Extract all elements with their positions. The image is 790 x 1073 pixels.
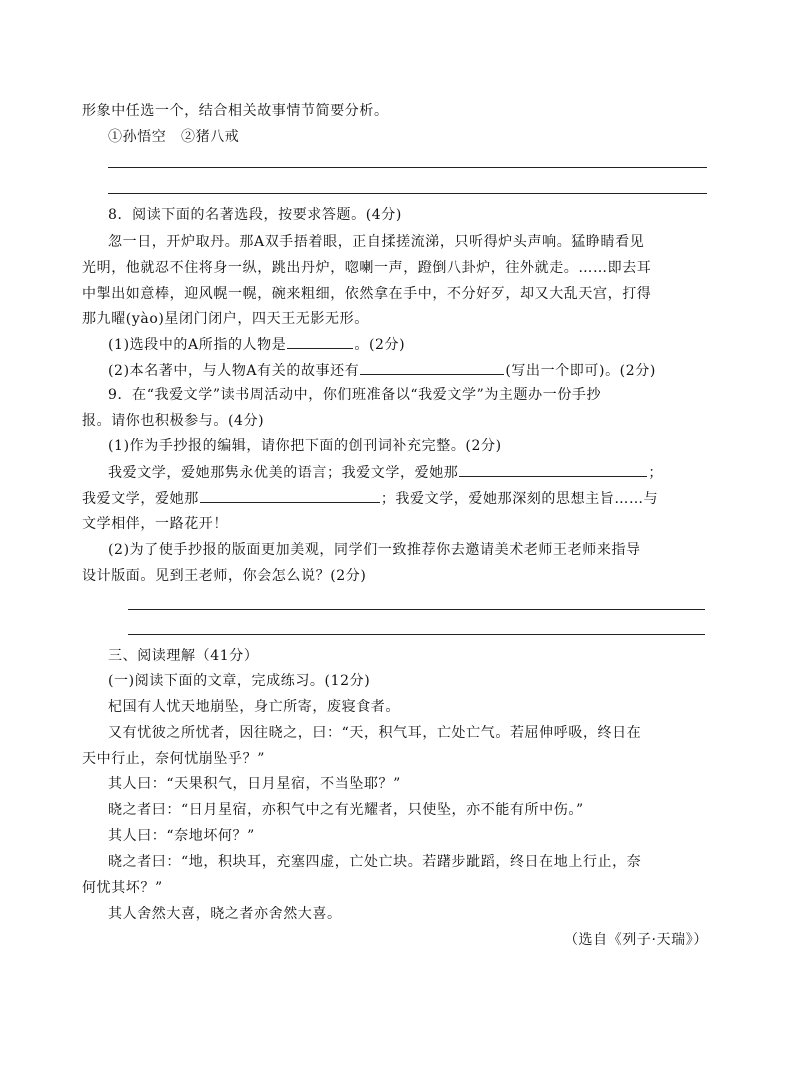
q8-sub1-score: 。(2分) [354, 337, 406, 353]
q8-passage-line: 中掣出如意棒，迎风幌一幌，碗来粗细，依然拿在手中，不分好歹，却又大乱天宫，打得 [82, 286, 652, 302]
passage-line: 其人舍然大喜，晓之者亦舍然大喜。 [108, 906, 342, 922]
q8-sub2-score: (写出一个即可)。(2分) [505, 363, 656, 379]
passage-line: 又有忧彼之所忧者，因往晓之，曰：“天，积气耳，亡处亡气。若屈伸呼吸，终日在 [108, 725, 642, 741]
part-heading: (一)阅读下面的文章，完成练习。(12分) [108, 673, 371, 689]
q9-fill-line: 文学相伴，一路花开！ [82, 516, 228, 532]
q9-fill-text: 我爱文学，爱她那隽永优美的语言；我爱文学，爱她那 [108, 465, 459, 481]
q8-sub2-blank[interactable] [360, 360, 504, 375]
q9-stem: 9．在“我爱文学”读书周活动中，你们班准备以“我爱文学”为主题办一份手抄 [108, 387, 602, 403]
passage-line: 晓之者曰：“日月星宿，亦积气中之有光耀者，只使坠，亦不能有所中伤。” [108, 802, 584, 818]
q8-passage-line: 忽一日，开炉取丹。那A双手捂着眼，正自揉搓流涕，只听得炉头声响。猛睁睛看见 [108, 234, 645, 250]
answer-line[interactable] [108, 193, 707, 194]
q9-fill-line [108, 462, 663, 483]
q8-sub2 [108, 360, 656, 381]
q8-sub2-text: (2)本名著中，与人物A有关的故事还有 [108, 363, 360, 379]
q9-sub1: (1)作为手抄报的编辑，请你把下面的创刊词补充完整。(2分) [108, 438, 502, 454]
q9-stem-cont: 报。请你也积极参与。(4分) [82, 413, 265, 429]
q9-sub2-cont: 设计版面。见到王老师，你会怎么说？(2分) [82, 568, 367, 584]
q8-sub1-text: (1)选段中的A所指的人物是 [108, 337, 287, 353]
answer-line[interactable] [128, 634, 705, 635]
q9-fill-blank-2[interactable] [200, 488, 380, 503]
q8-sub1-blank[interactable] [287, 334, 353, 349]
q9-fill-text: 我爱文学，爱她那 [82, 491, 199, 507]
q9-fill-text-2: ；我爱文学，爱她那深刻的思想主旨……与 [380, 491, 659, 507]
q8-passage-line: 那九曜(yào)星闭门闭户，四天王无影无形。 [82, 311, 369, 327]
passage-line: 其人曰：“奈地坏何？” [108, 828, 255, 844]
q9-fill-punct: ； [648, 465, 664, 481]
answer-line[interactable] [128, 609, 705, 610]
passage-line: 天中行止，奈何忧崩坠乎？” [82, 751, 265, 767]
q8-sub1 [108, 334, 405, 355]
passage-line: 晓之者曰：“地，积块耳，充塞四虚，亡处亡块。若躇步跐蹈，终日在地上行止，奈 [108, 854, 642, 870]
passage-line: 其人曰：“天果积气，日月星宿，不当坠耶？” [108, 776, 401, 792]
q8-passage-line: 光明，他就忍不住将身一纵，跳出丹炉，唿喇一声，蹬倒八卦炉，往外就走。……即去耳 [82, 260, 652, 276]
answer-line[interactable] [108, 167, 707, 168]
q9-fill-blank-1[interactable] [459, 462, 647, 477]
prev-question-options: ①孙悟空 ②猪八戒 [108, 129, 240, 145]
prev-question-tail: 形象中任选一个，结合相关故事情节简要分析。 [82, 103, 389, 119]
q9-fill-line [82, 488, 658, 509]
source-citation: （选自《列子·天瑞》） [563, 932, 708, 948]
q8-stem: 8．阅读下面的名著选段，按要求答题。(4分) [108, 207, 402, 223]
q9-sub2: (2)为了使手抄报的版面更加美观，同学们一致推荐你去邀请美术老师王老师来指导 [108, 542, 641, 558]
passage-line: 杞国有人忧天地崩坠，身亡所寄，废寝食者。 [108, 699, 400, 715]
passage-line: 何忧其坏？” [82, 880, 163, 896]
section-title: 三、阅读理解（41分） [108, 648, 259, 664]
